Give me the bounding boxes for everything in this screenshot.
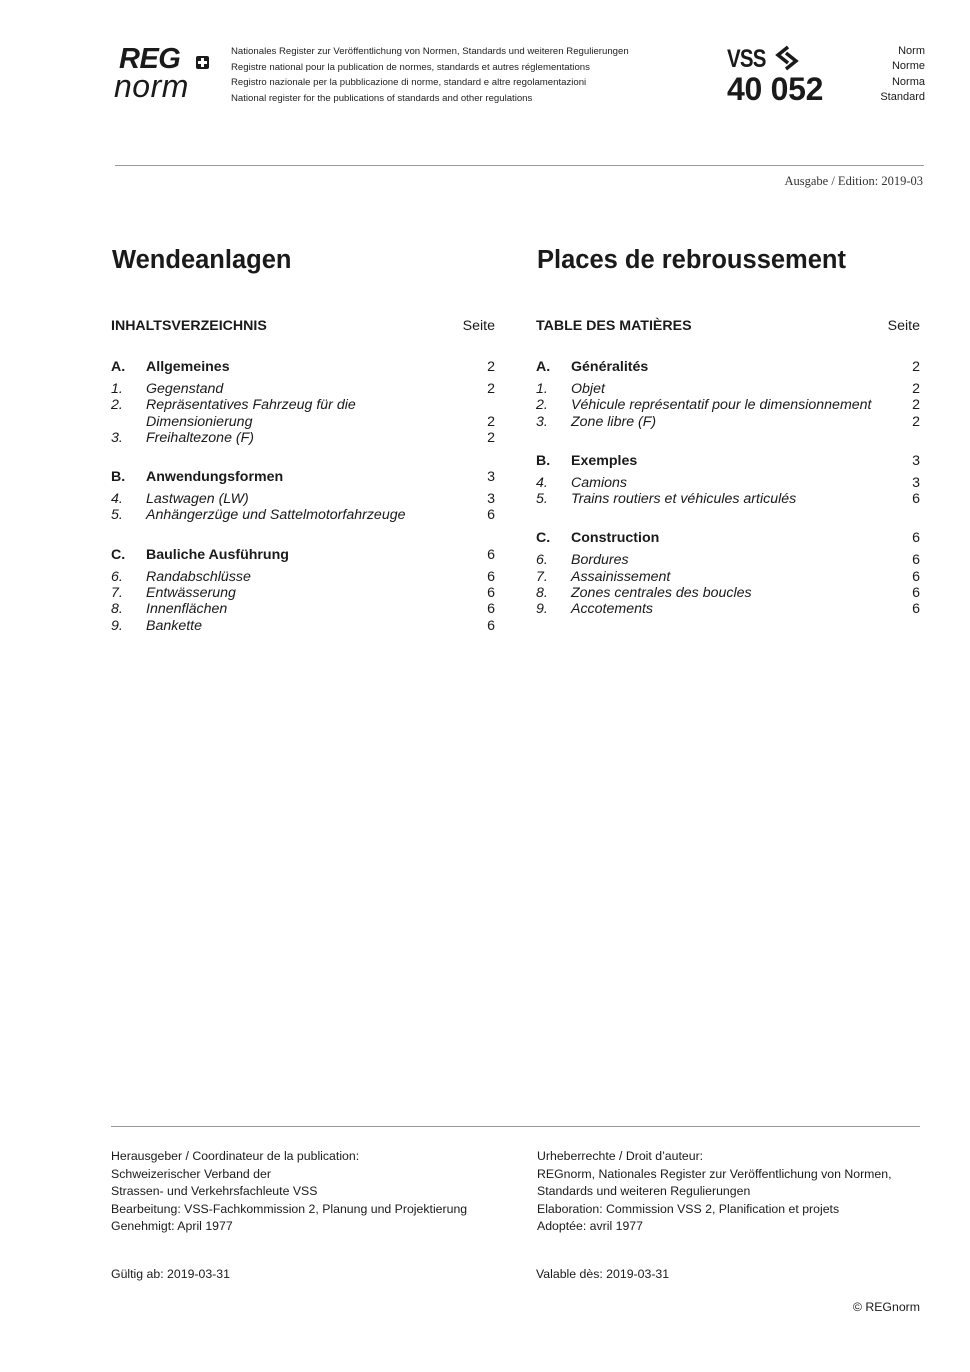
toc-section: [536, 357, 920, 377]
item-page: 6: [487, 585, 495, 602]
item-number: 1.: [111, 381, 123, 397]
toc-section: [111, 545, 495, 565]
item-number: 6.: [111, 568, 123, 585]
publisher-line: Genehmigt: April 1977: [111, 1219, 233, 1234]
register-line-de: Nationales Register zur Veröffentlichung von Normen, Standards und weiteren Regulierungen: [231, 46, 629, 57]
section-page: 2: [912, 359, 920, 375]
footer-divider: [111, 1126, 920, 1127]
publisher-line: Schweizerischer Verband der: [111, 1166, 271, 1181]
copyright-line: Adoptée: avril 1977: [537, 1219, 643, 1234]
toc-item: [536, 552, 920, 568]
publisher-line: Herausgeber / Coordinateur de la publication:: [111, 1149, 360, 1163]
toc-item: [536, 397, 920, 413]
item-number: 8.: [536, 585, 548, 602]
copyright-notice: © REGnorm: [852, 1300, 920, 1314]
page-title-de: Wendeanlagen: [112, 246, 292, 274]
edition-date: Ausgabe / Edition: 2019-03: [784, 174, 923, 188]
item-title: Assainissement: [571, 568, 671, 585]
item-page: 6: [487, 601, 495, 618]
doc-type-fr: Norme: [891, 60, 925, 73]
item-number: 8.: [111, 601, 123, 618]
publisher-line: Bearbeitung: VSS-Fachkommission 2, Planung und Projektierung: [111, 1201, 468, 1216]
section-title: Allgemeines: [146, 359, 230, 375]
publisher-line: Strassen- und Verkehrsfachleute VSS: [111, 1184, 318, 1199]
toc-heading: TABLE DES MATIÈRES: [536, 318, 692, 334]
item-page: 2: [487, 381, 495, 397]
section-title: Construction: [571, 530, 660, 547]
toc-heading: INHALTSVERZEICHNIS: [111, 318, 267, 334]
header-divider: [115, 165, 924, 166]
item-number: 6.: [536, 552, 548, 569]
section-title: Bauliche Ausführung: [146, 546, 289, 563]
section-page: 3: [912, 452, 920, 469]
section-page: 2: [487, 359, 495, 375]
item-title: Trains routiers et véhicules articulés: [571, 491, 797, 508]
toc-item: [111, 507, 495, 523]
item-page: 3: [487, 491, 495, 508]
item-title: Objet: [571, 381, 605, 397]
item-page: 2: [912, 397, 920, 414]
toc-item: [111, 618, 495, 634]
item-title: Repräsentatives Fahrzeug für die Dimensionierung: [146, 397, 356, 430]
section-number: B.: [536, 452, 551, 469]
page-column-label: Seite: [462, 318, 495, 334]
item-number: 2.: [536, 397, 548, 414]
item-page: 2: [487, 413, 495, 430]
item-title: Bankette: [146, 617, 203, 634]
section-title: Anwendungsformen: [146, 469, 284, 486]
toc-item-list: [536, 475, 920, 508]
swiss-cross-icon: [196, 56, 209, 69]
item-number: 9.: [536, 601, 548, 618]
item-page: 2: [912, 413, 920, 430]
toc-item: [536, 569, 920, 585]
copyright-line: Elaboration: Commission VSS 2, Planification et projets: [537, 1201, 840, 1216]
toc-item: [536, 601, 920, 617]
section-number: C.: [536, 530, 551, 547]
publisher-info: [111, 1148, 467, 1236]
item-title: Accotements: [571, 601, 654, 618]
toc-item-list: [536, 381, 920, 430]
toc-item-list: [111, 569, 495, 634]
toc-item: [111, 381, 495, 397]
toc-item-list: [111, 491, 495, 524]
logo-reg-text: REG: [119, 43, 181, 75]
item-number: 3.: [536, 413, 548, 430]
item-page: 6: [912, 491, 920, 508]
toc-item: [536, 585, 920, 601]
register-line-en: National register for the publications of standards and other regulations: [231, 92, 533, 104]
item-title: Gegenstand: [146, 381, 224, 397]
toc-item: [111, 585, 495, 601]
item-page: 2: [912, 381, 920, 397]
toc-de: [111, 316, 495, 634]
item-page: 6: [912, 585, 920, 602]
item-number: 7.: [536, 568, 548, 585]
item-title: Camions: [571, 474, 627, 491]
item-page: 6: [487, 617, 495, 634]
item-title: Randabschlüsse: [146, 568, 251, 585]
toc-header: [111, 316, 495, 336]
toc-item-list: [111, 381, 495, 446]
valid-from-fr: Valable dès: 2019-03-31: [536, 1267, 670, 1281]
item-title: Anhängerzüge und Sattelmotorfahrzeuge: [146, 507, 406, 524]
item-title: Véhicule représentatif pour le dimensionnement: [571, 397, 872, 414]
item-page: 6: [912, 601, 920, 618]
doc-type-de: Norm: [898, 45, 925, 57]
item-number: 1.: [536, 381, 548, 397]
toc-item: [536, 491, 920, 507]
register-line-fr: Registre national pour la publication de normes, standards et autres réglementations: [231, 61, 590, 73]
item-number: 5.: [536, 491, 548, 508]
item-page: 6: [912, 568, 920, 585]
register-line-it: Registro nazionale per la pubblicazione di norme, standard e altre regolamentazioni: [231, 77, 587, 88]
doc-type-it: Norma: [891, 75, 925, 88]
copyright-line: REGnorm, Nationales Register zur Veröffentlichung von Normen,: [537, 1166, 892, 1181]
item-page: 3: [912, 474, 920, 491]
doc-type-en: Standard: [880, 90, 925, 103]
copyright-line: Standards und weiteren Regulierungen: [537, 1184, 751, 1199]
item-title: Entwässerung: [146, 585, 236, 602]
toc-fr: [536, 316, 920, 618]
section-page: 6: [912, 530, 920, 547]
logo-norm-text: norm: [114, 68, 189, 104]
item-page: 6: [487, 568, 495, 585]
register-description: [231, 44, 629, 106]
section-number: A.: [111, 359, 126, 375]
item-title: Bordures: [571, 552, 629, 569]
toc-section: [111, 467, 495, 487]
toc-item: [111, 397, 495, 430]
item-number: 4.: [111, 491, 123, 508]
item-number: 5.: [111, 507, 123, 524]
vss-arrows-icon: [774, 44, 802, 72]
section-page: 6: [487, 546, 495, 563]
section-title: Exemples: [571, 452, 638, 469]
toc-header: [536, 316, 920, 336]
item-number: 3.: [111, 429, 123, 446]
toc-section: [536, 451, 920, 471]
toc-item: [111, 601, 495, 617]
toc-item: [111, 569, 495, 585]
item-title: Innenflächen: [146, 601, 228, 618]
toc-item: [536, 414, 920, 430]
toc-section: [111, 357, 495, 377]
toc-item: [111, 430, 495, 446]
toc-item-list: [536, 552, 920, 617]
item-number: 4.: [536, 474, 548, 491]
vss-logo-text: VSS: [727, 45, 766, 73]
item-page: 6: [487, 507, 495, 524]
item-number: 2.: [111, 397, 123, 414]
toc-item: [536, 475, 920, 491]
item-title: Lastwagen (LW): [146, 491, 249, 508]
toc-item: [111, 491, 495, 507]
item-title: Freihaltezone (F): [146, 429, 255, 446]
toc-item: [536, 381, 920, 397]
page-column-label: Seite: [887, 318, 920, 334]
item-title: Zone libre (F): [571, 413, 657, 430]
section-number: B.: [111, 469, 126, 486]
document-type-list: [880, 44, 925, 105]
copyright-line: Urheberrechte / Droit d’auteur:: [537, 1149, 704, 1163]
valid-from-de: Gültig ab: 2019-03-31: [111, 1267, 230, 1281]
section-page: 3: [487, 469, 495, 486]
standard-number: 40 052: [727, 71, 824, 107]
item-page: 6: [912, 552, 920, 569]
item-page: 2: [487, 429, 495, 446]
item-number: 9.: [111, 617, 123, 634]
section-number: A.: [536, 359, 551, 375]
toc-section: [536, 528, 920, 548]
page-title-fr: Places de rebroussement: [537, 246, 846, 274]
item-title: Zones centrales des boucles: [571, 585, 752, 602]
section-number: C.: [111, 546, 126, 563]
item-number: 7.: [111, 585, 123, 602]
section-title: Généralités: [571, 359, 649, 375]
copyright-info: [537, 1148, 892, 1236]
